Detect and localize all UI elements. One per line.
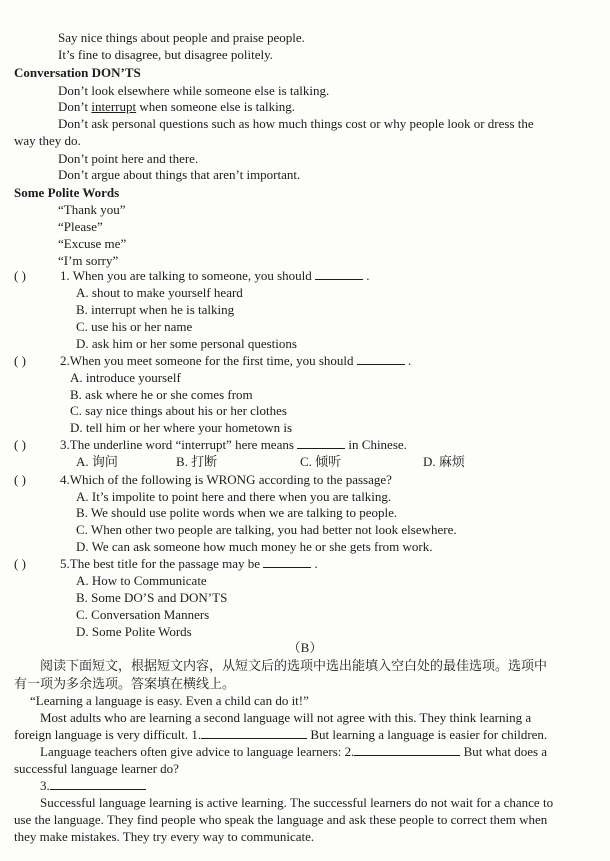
passage-p2-line1 (40, 743, 547, 760)
q1-answer-bracket[interactable]: ( ) (14, 268, 26, 283)
interrupt-underlined-word: interrupt (91, 99, 137, 114)
polite-words-heading: Some Polite Words (14, 185, 120, 200)
polite-word-thank-you: “Thank you” (58, 202, 126, 217)
answer-blank-1[interactable] (201, 726, 307, 739)
q1-blank[interactable] (315, 267, 363, 280)
passage-p2-line1-pre: Language teachers often give advice to language learners: 2. (40, 744, 355, 759)
q3-stem-text: 3.The underline word “interrupt” here means (60, 437, 294, 452)
q3-option-a[interactable]: A. 询问 (76, 454, 118, 469)
polite-word-excuse-me: “Excuse me” (58, 236, 127, 251)
section-b-quote: “Learning a language is easy. Even a child can do it!” (30, 693, 309, 708)
passage-p3-line1: Successful language learning is active learning. The successful learners do not wait for a chance to (40, 795, 554, 810)
donts-item-interrupt-pre: Don’t (58, 99, 92, 114)
dos-item-praise: Say nice things about people and praise people. (58, 30, 305, 45)
section-b-instructions-2: 有一项为多余选项。答案填在横线上。 (14, 676, 236, 691)
q3-option-d[interactable]: D. 麻烦 (423, 454, 465, 469)
q1-option-d[interactable]: D. ask him or her some personal questions (76, 336, 297, 351)
polite-word-sorry: “I’m sorry” (58, 253, 119, 268)
q2-stem-text: 2.When you meet someone for the first time, you should (60, 353, 354, 368)
q4-answer-bracket[interactable]: ( ) (14, 472, 26, 487)
answer-blank-3[interactable] (50, 777, 146, 790)
passage-p2-line2: successful language learner do? (14, 761, 179, 776)
q5-stem (60, 555, 318, 572)
q3-blank[interactable] (297, 436, 345, 449)
q1-stem (60, 267, 370, 284)
q1-stem-text: 1. When you are talking to someone, you should (60, 268, 312, 283)
section-b-instructions-1: 阅读下面短文，根据短文内容，从短文后的选项中选出能填入空白处的最佳选项。选项中 (40, 658, 548, 673)
donts-item-personal-questions: Don’t ask personal questions such as how much things cost or why people look or dress the (58, 116, 534, 131)
q5-blank[interactable] (263, 555, 311, 568)
q4-stem: 4.Which of the following is WRONG according to the passage? (60, 472, 392, 487)
q5-option-d[interactable]: D. Some Polite Words (76, 624, 192, 639)
q4-option-d[interactable]: D. We can ask someone how much money he or she gets from work. (76, 539, 433, 554)
passage-p1-line1: Most adults who are learning a second language will not agree with this. They think learning a (40, 710, 532, 725)
q5-option-a[interactable]: A. How to Communicate (76, 573, 207, 588)
passage-p2-line1-post: But what does a (460, 744, 548, 759)
q3-stem (60, 436, 407, 453)
q2-option-b[interactable]: B. ask where he or she comes from (70, 387, 253, 402)
q3-option-b[interactable]: B. 打断 (176, 454, 218, 469)
q2-option-d[interactable]: D. tell him or her where your hometown is (70, 420, 293, 435)
passage-p3-line3: they make mistakes. They try every way to communicate. (14, 829, 315, 844)
polite-word-please: “Please” (58, 219, 103, 234)
donts-item-personal-questions-cont: way they do. (14, 133, 81, 148)
q5-option-b[interactable]: B. Some DO’S and DON’TS (76, 590, 228, 605)
donts-item-argue: Don’t argue about things that aren’t important. (58, 167, 301, 182)
q4-option-a[interactable]: A. It’s impolite to point here and there when you are talking. (76, 489, 392, 504)
donts-item-look: Don’t look elsewhere while someone else is talking. (58, 83, 330, 98)
passage-item-3 (40, 777, 146, 794)
q1-stem-end: . (366, 268, 370, 283)
q2-blank[interactable] (357, 352, 405, 365)
dos-item-disagree: It’s fine to disagree, but disagree politely. (58, 47, 274, 62)
q4-option-c[interactable]: C. When other two people are talking, you had better not look elsewhere. (76, 522, 457, 537)
donts-item-point: Don’t point here and there. (58, 151, 199, 166)
passage-p1-line2-pre: foreign language is very difficult. 1. (14, 727, 202, 742)
q5-answer-bracket[interactable]: ( ) (14, 556, 26, 571)
q3-option-c[interactable]: C. 倾听 (300, 454, 342, 469)
donts-item-interrupt-post: when someone else is talking. (136, 99, 295, 114)
q1-option-b[interactable]: B. interrupt when he is talking (76, 302, 235, 317)
q5-option-c[interactable]: C. Conversation Manners (76, 607, 210, 622)
section-b-label: （B） (287, 640, 323, 655)
q2-answer-bracket[interactable]: ( ) (14, 353, 26, 368)
q5-stem-end: . (314, 556, 318, 571)
passage-p1-line2 (14, 726, 547, 743)
q2-stem (60, 352, 411, 369)
donts-item-interrupt (58, 98, 295, 115)
q5-stem-text: 5.The best title for the passage may be (60, 556, 260, 571)
q2-stem-end: . (408, 353, 412, 368)
passage-p1-line2-post: But learning a language is easier for children. (307, 727, 548, 742)
q2-option-c[interactable]: C. say nice things about his or her clothes (70, 403, 287, 418)
donts-heading: Conversation DON’TS (14, 65, 141, 80)
q3-stem-end: in Chinese. (348, 437, 407, 452)
answer-blank-2[interactable] (354, 743, 460, 756)
passage-item-3-number: 3. (40, 778, 50, 793)
q1-option-a[interactable]: A. shout to make yourself heard (76, 285, 243, 300)
q3-answer-bracket[interactable]: ( ) (14, 437, 26, 452)
passage-p3-line2: use the language. They find people who speak the language and ask these people to correct them when (14, 812, 548, 827)
q4-option-b[interactable]: B. We should use polite words when we are talking to people. (76, 505, 398, 520)
q2-option-a[interactable]: A. introduce yourself (70, 370, 181, 385)
q1-option-c[interactable]: C. use his or her name (76, 319, 193, 334)
